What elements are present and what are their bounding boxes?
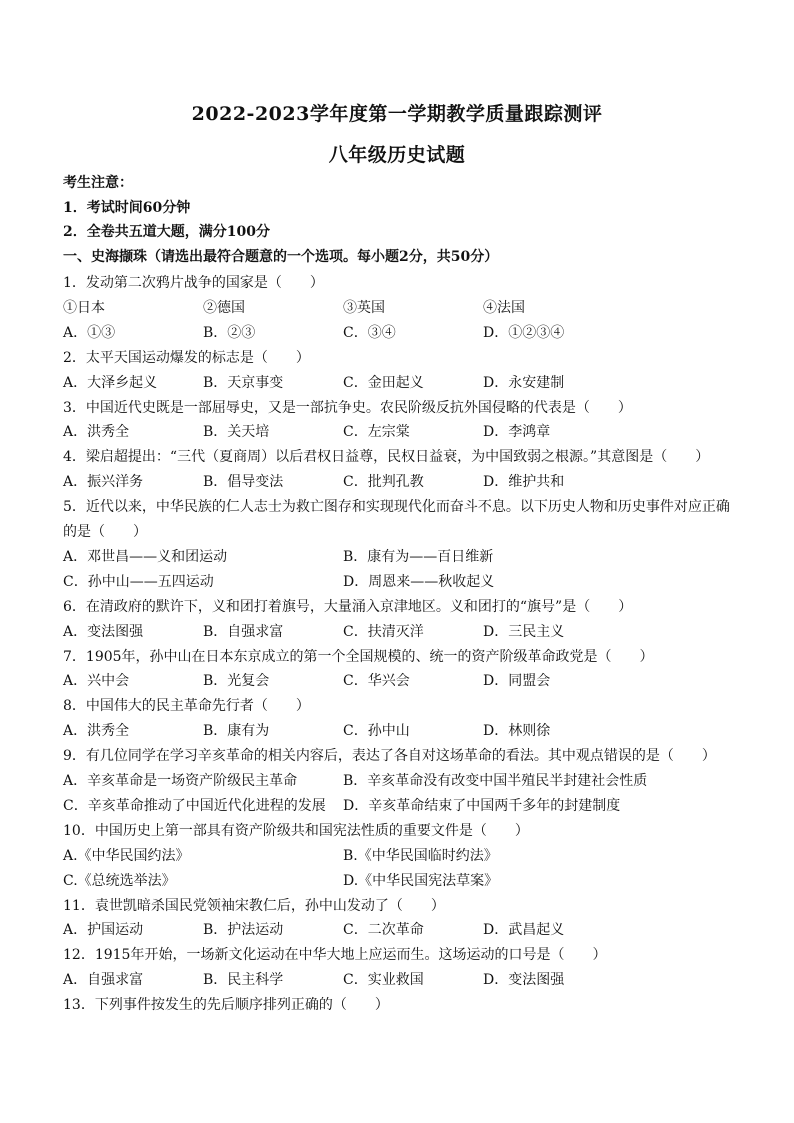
answer-option: A．变法图强	[63, 623, 144, 640]
options-row	[63, 473, 753, 491]
options-row	[63, 299, 753, 317]
answer-option: B．护法运动	[203, 922, 284, 939]
answer-option: C．辛亥革命推动了中国近代化进程的发展	[63, 797, 326, 814]
answer-option: D．变法图强	[483, 972, 565, 989]
statement-item: ④法国	[483, 299, 525, 316]
answer-option: B．天京事变	[203, 374, 284, 391]
answer-option: A．辛亥革命是一场资产阶级民主革命	[63, 773, 298, 789]
answer-option: C.《总统选举法》	[63, 872, 176, 889]
answer-option: B．民主科学	[203, 972, 284, 989]
options-row	[63, 573, 753, 591]
answer-option: A．兴中会	[63, 673, 130, 690]
options-row	[63, 722, 753, 740]
options-row	[63, 797, 753, 815]
options-row	[63, 374, 753, 392]
question-stem: 9．有几位同学在学习辛亥革命的相关内容后，表达了各自对这场革命的看法。其中观点错误的是（ ）	[63, 748, 716, 765]
question-stem: 3．中国近代史既是一部屈辱史，又是一部抗争史。农民阶级反抗外国侵略的代表是（ ）	[63, 399, 632, 416]
answer-option: C．扶清灭洋	[343, 623, 424, 640]
answer-option: D．三民主义	[483, 623, 565, 640]
question-stem: 10．中国历史上第一部具有资产阶级共和国宪法性质的重要文件是（ ）	[63, 822, 529, 839]
answer-option: C．华兴会	[343, 673, 410, 690]
answer-option: C．批判孔教	[343, 474, 424, 491]
options-row	[63, 324, 753, 342]
question-stem: 1．发动第二次鸦片战争的国家是（ ）	[63, 275, 324, 291]
options-row	[63, 921, 753, 939]
options-row	[63, 872, 753, 890]
question-stem: 13．下列事件按发生的先后顺序排列正确的（ ）	[63, 997, 389, 1014]
answer-option: D.《中华民国宪法草案》	[343, 872, 499, 889]
answer-option: B．康有为——百日维新	[343, 548, 494, 565]
answer-option: C．左宗棠	[343, 424, 410, 441]
options-row	[63, 623, 753, 641]
question-stem: 11．袁世凯暗杀国民党领袖宋教仁后，孙中山发动了（ ）	[63, 897, 445, 914]
answer-option: D．维护共和	[483, 474, 565, 491]
answer-option: D．李鸿章	[483, 424, 551, 441]
exam-subtitle: 八年级历史试题	[328, 144, 466, 166]
exam-title: 2022-2023学年度第一学期教学质量跟踪测评	[191, 103, 603, 125]
answer-option: C．孙中山——五四运动	[63, 573, 214, 590]
answer-option: B．康有为	[203, 723, 270, 740]
answer-option: C．二次革命	[343, 922, 424, 939]
answer-option: D．同盟会	[483, 673, 551, 690]
answer-option: A．护国运动	[63, 922, 144, 939]
notice-item: 2．全卷共五道大题，满分100分	[63, 224, 270, 240]
answer-option: A．自强求富	[63, 972, 144, 989]
answer-option: B．光复会	[203, 673, 270, 690]
answer-option: A.《中华民国约法》	[63, 847, 190, 864]
answer-option: A．洪秀全	[63, 723, 130, 740]
answer-option: D．周恩来——秋收起义	[343, 573, 495, 590]
answer-option: A．大泽乡起义	[63, 374, 158, 391]
question-stem: 4．梁启超提出：“三代（夏商周）以后君权日益尊，民权日益衰，为中国致弱之根源。”其意图是（ ）	[63, 449, 710, 466]
answer-option: A．①③	[63, 324, 116, 341]
answer-option: D．林则徐	[483, 723, 551, 740]
options-row	[63, 847, 753, 865]
answer-option: B．辛亥革命没有改变中国半殖民半封建社会性质	[343, 773, 648, 789]
answer-option: A．邓世昌——义和团运动	[63, 548, 228, 565]
options-row	[63, 772, 753, 790]
answer-option: B．倡导变法	[203, 474, 284, 491]
answer-option: D．①②③④	[483, 324, 565, 341]
section-heading: 一、史海撷珠（请选出最符合题意的一个选项。每小题2分，共50分）	[63, 249, 499, 265]
options-row	[63, 423, 753, 441]
question-stem: 5．近代以来，中华民族的仁人志士为救亡图存和实现现代化而奋斗不息。以下历史人物和历史事件对应正确	[63, 499, 730, 516]
question-stem: 6．在清政府的默许下，义和团打着旗号，大量涌入京津地区。义和团打的“旗号”是（ ）	[63, 598, 633, 615]
answer-option: C．实业救国	[343, 972, 424, 989]
statement-item: ③英国	[343, 299, 385, 316]
question-stem: 7．1905年，孙中山在日本东京成立的第一个全国规模的、统一的资产阶级革命政党是（ ）	[63, 648, 654, 665]
statement-item: ①日本	[63, 299, 105, 316]
answer-option: C．金田起义	[343, 374, 424, 391]
answer-option: C．③④	[343, 324, 396, 341]
statement-item: ②德国	[203, 299, 245, 316]
question-stem: 的是（ ）	[63, 524, 147, 540]
answer-option: D．辛亥革命结束了中国两千多年的封建制度	[343, 797, 621, 814]
options-row	[63, 548, 753, 566]
answer-option: D．武昌起义	[483, 922, 565, 939]
answer-option: B．关天培	[203, 424, 270, 441]
notice-heading: 考生注意：	[63, 175, 133, 191]
answer-option: C．孙中山	[343, 723, 410, 740]
question-stem: 8．中国伟大的民主革命先行者（ ）	[63, 698, 310, 715]
answer-option: B．自强求富	[203, 623, 284, 640]
answer-option: B．②③	[203, 324, 256, 341]
question-stem: 2．太平天国运动爆发的标志是（ ）	[63, 349, 310, 366]
question-stem: 12．1915年开始，一场新文化运动在中华大地上应运而生。这场运动的口号是（ ）	[63, 947, 607, 964]
answer-option: D．永安建制	[483, 374, 565, 391]
options-row	[63, 971, 753, 989]
answer-option: B.《中华民国临时约法》	[343, 847, 498, 864]
notice-item: 1．考试时间60分钟	[63, 200, 191, 216]
answer-option: A．振兴洋务	[63, 474, 144, 491]
options-row	[63, 672, 753, 690]
answer-option: A．洪秀全	[63, 424, 130, 441]
